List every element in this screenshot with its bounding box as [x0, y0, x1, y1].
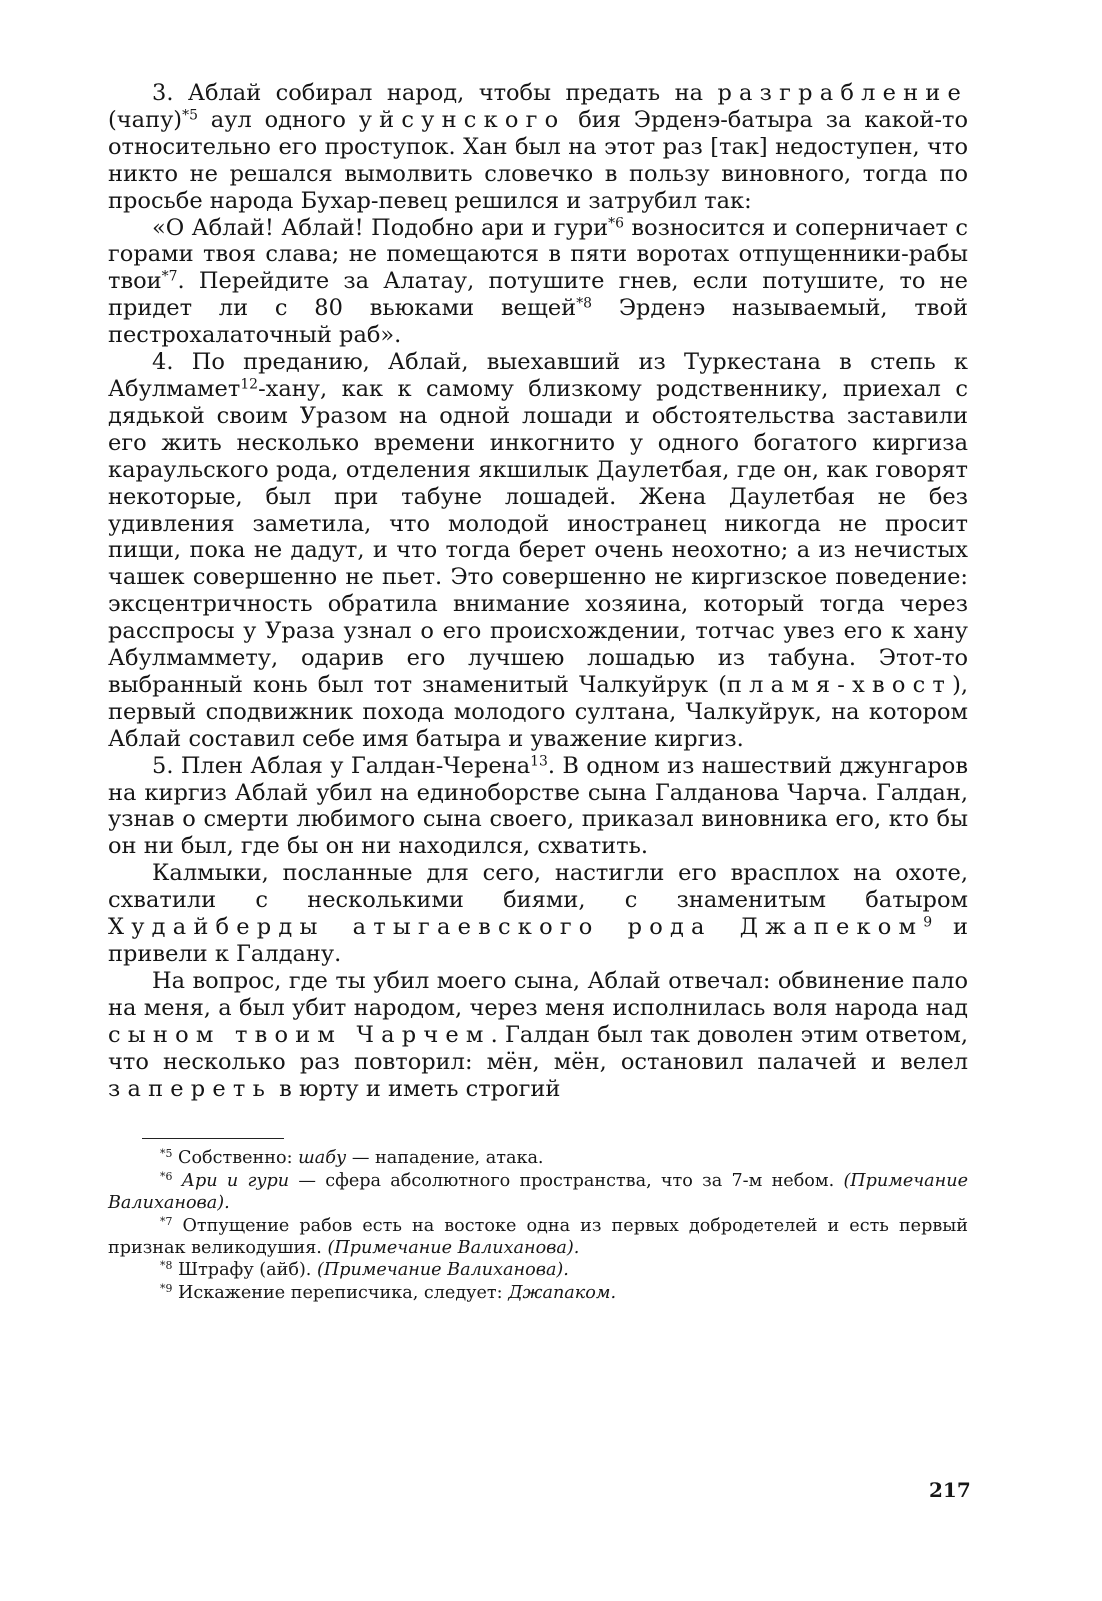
spaced-emphasis: разграбление [717, 80, 968, 106]
footnote-marker: *9 [160, 1281, 173, 1295]
spaced-emphasis: Худайберды атыгаевского рода Джапеком [108, 914, 924, 941]
footnote-marker: *5 [182, 107, 198, 124]
text-run [172, 1171, 181, 1191]
text-run: 5. Плен Аблая у Галдан-Черена [152, 752, 531, 779]
footnote-marker: 12 [240, 376, 259, 393]
text-run: Штрафу (айб). [172, 1260, 317, 1281]
text-run: Калмыки, посланные для сего, настигли его врасплох на охоте, схватили с несколькими биями, с знаменитым батыром [108, 860, 968, 914]
text-run: -хану, как к самому близкому родственнику, приехал с дядькой своим Уразом на одной лошади и обстоятельства заставили его жить несколько времени инкогнито у одного богатого киргиза караульского рода, отделения якшилык Даулетбая, где он, как говорят некоторые, был при табуне лошадей. Жена Даулетбая не без удивления заметила, что молодой иностранец никогда не просит пищи, пока не дадут, и что тогда берет очень неохотно; а из нечистых чашек совершенно не пьет. Это совершенно не киргизское поведение: эксцентричность обратила внимание хозяина, который тогда через расспросы у Ураза узнал о его происхождении, тотчас увез его к хану Абулмаммету, одарив его лучшею лошадью из табуна. Этот-то выбранный конь был тот знаменитый Чалкуйрук ( [108, 375, 968, 698]
footnote [108, 1259, 968, 1281]
text-run: возносится и соперничает с горами твоя слава; не помещаются в пяти воротах отпущенники-рабы твои [108, 214, 968, 295]
text-run: (чапу) [108, 106, 183, 133]
footnote-marker: 9 [923, 914, 933, 931]
text-run: . Перейдите за Алатау, потушите гнев, если потушите, то не придет ли с 80 вьюками вещей [108, 268, 968, 322]
footnote-marker: *6 [160, 1169, 173, 1183]
paragraph [108, 349, 968, 753]
footnote [108, 1170, 968, 1215]
footnote-marker: *7 [161, 268, 178, 285]
paragraph [108, 215, 968, 350]
text-run: в юрту и иметь строгий [272, 1075, 561, 1102]
italic-text: (Примечание Валиханова). [327, 1238, 580, 1259]
text-run: — нападение, атака. [346, 1148, 544, 1169]
footnote [108, 1282, 968, 1304]
paragraph [108, 968, 968, 1103]
text-run: Эрденэ называемый, твой пестрохалаточный раб». [108, 295, 968, 349]
text-run: . Галдан был так доволен этим ответом, что несколько раз повторил: мён, мён, остановил палачей и велел [108, 1021, 968, 1075]
spaced-emphasis: пламя-хвост [726, 671, 953, 698]
text-run: «О Аблай! Аблай! Подобно ари и гури [152, 214, 609, 241]
italic-text: Ари и гури [181, 1170, 290, 1191]
italic-text: шабу [298, 1148, 347, 1169]
footnote-marker: 13 [530, 752, 548, 769]
italic-text: (Примечание Валиханова). [108, 1170, 969, 1214]
italic-text: Джапаком. [508, 1282, 617, 1303]
text-run: . В одном из нашествий джунгаров на киргиз Аблай убил на единоборстве сына Галданова Чарча. Галдан, узнав о смерти любимого сына своего, приказал виновника его, кто бы он ни был, где бы он ни находился, схватить. [108, 752, 968, 860]
text-run: Собственно: [172, 1148, 299, 1169]
page-content [108, 80, 968, 1304]
footnote [108, 1215, 968, 1260]
footnotes [108, 1147, 968, 1304]
footnote-marker: *7 [160, 1214, 173, 1228]
footnote-marker: *6 [608, 214, 625, 231]
text-run: 4. По преданию, Аблай, выехавший из Туркестана в степь к Абулмамет [108, 349, 968, 402]
text-run: — сфера абсолютного пространства, что за 7-м небом. [289, 1170, 844, 1191]
text-run: 3. Аблай собирал народ, чтобы предать на [152, 80, 718, 106]
spaced-emphasis: сыном твоим Чарчем [108, 1021, 491, 1048]
main-text [108, 80, 968, 1102]
text-run: ), первый сподвижник похода молодого султана, Чалкуйрук, на котором Аблай составил себе имя батыра и уважение киргиз. [108, 671, 968, 752]
footnote-marker: *8 [576, 295, 593, 312]
footnote-marker: *8 [160, 1259, 173, 1273]
text-run: Отпущение рабов есть на востоке одна из первых добродетелей и есть первый признак великодушия. [108, 1215, 968, 1259]
page-number: 217 [929, 1478, 971, 1502]
footnote [108, 1147, 968, 1169]
text-run: Искажение переписчика, следует: [172, 1282, 509, 1303]
paragraph [108, 80, 968, 215]
text-run: аул одного [197, 106, 359, 133]
footnote-marker: *5 [160, 1147, 173, 1161]
paragraph [108, 753, 968, 861]
italic-text: (Примечание Валиханова). [317, 1260, 569, 1281]
text-run: бия Эрденэ-батыра за какой-то относительно его проступок. Хан был на этот раз [так] недоступен, что никто не решался вымолвить словечко в пользу виновного, тогда по просьбе народа Бухар-певец решился и затрубил так: [108, 106, 968, 214]
spaced-emphasis: запереть [108, 1075, 273, 1102]
paragraph [108, 860, 968, 968]
text-run: и привели к Галдану. [108, 914, 968, 967]
footnote-divider [142, 1138, 284, 1139]
text-run: На вопрос, где ты убил моего сына, Аблай отвечал: обвинение пало на меня, а был убит народом, через меня исполнилась воля народа над [108, 967, 968, 1021]
spaced-emphasis: уйсунского [358, 106, 566, 133]
